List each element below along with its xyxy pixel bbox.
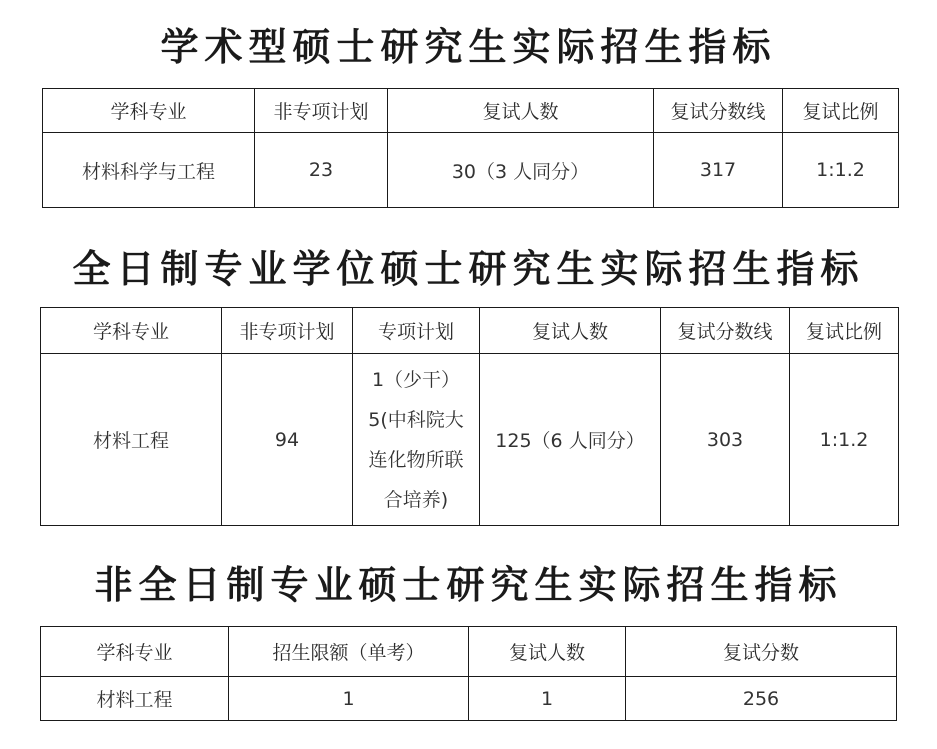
professional-fulltime-quota-table — [40, 307, 899, 526]
cell-subject: 材料工程 — [41, 354, 222, 526]
cell-subject: 材料科学与工程 — [43, 133, 255, 208]
cell-retest-count: 30（3 人同分） — [388, 133, 654, 208]
cell-retest-count: 1 — [469, 677, 626, 721]
section-title-professional-parttime: 非全日制专业硕士研究生实际招生指标 — [94, 563, 843, 607]
cell-special-plan — [353, 354, 480, 526]
section-title-academic: 学术型硕士研究生实际招生指标 — [160, 25, 777, 69]
header-subject: 学科专业 — [41, 627, 229, 677]
table-header-row — [43, 89, 899, 133]
cell-retest-cutoff: 317 — [654, 133, 783, 208]
header-non-special-plan: 非专项计划 — [222, 308, 353, 354]
table-header-row — [41, 627, 897, 677]
table-row — [43, 133, 899, 208]
special-plan-line: 1（少干） — [371, 368, 461, 391]
header-subject: 学科专业 — [43, 89, 255, 133]
header-retest-count: 复试人数 — [480, 308, 661, 354]
header-enrollment-limit: 招生限额（单考） — [229, 627, 469, 677]
header-retest-ratio: 复试比例 — [783, 89, 899, 133]
header-subject: 学科专业 — [41, 308, 222, 354]
cell-non-special-plan: 23 — [255, 133, 388, 208]
cell-enrollment-limit: 1 — [229, 677, 469, 721]
header-non-special-plan: 非专项计划 — [255, 89, 388, 133]
header-retest-ratio: 复试比例 — [790, 308, 899, 354]
table-header-row — [41, 308, 899, 354]
cell-retest-ratio: 1:1.2 — [790, 354, 899, 526]
cell-retest-ratio: 1:1.2 — [783, 133, 899, 208]
cell-subject: 材料工程 — [41, 677, 229, 721]
header-retest-score: 复试分数 — [626, 627, 897, 677]
header-retest-count: 复试人数 — [469, 627, 626, 677]
section-title-professional-fulltime: 全日制专业学位硕士研究生实际招生指标 — [72, 247, 865, 291]
header-special-plan: 专项计划 — [353, 308, 480, 354]
header-retest-cutoff: 复试分数线 — [661, 308, 790, 354]
table-row — [41, 677, 897, 721]
table-row — [41, 354, 899, 526]
professional-parttime-quota-table — [40, 626, 897, 721]
academic-quota-table — [42, 88, 899, 208]
cell-retest-score: 256 — [626, 677, 897, 721]
cell-non-special-plan: 94 — [222, 354, 353, 526]
special-plan-line: 合培养) — [383, 488, 449, 511]
cell-retest-cutoff: 303 — [661, 354, 790, 526]
header-retest-cutoff: 复试分数线 — [654, 89, 783, 133]
special-plan-line: 5(中科院大 — [368, 408, 464, 431]
cell-retest-count: 125（6 人同分） — [480, 354, 661, 526]
header-retest-count: 复试人数 — [388, 89, 654, 133]
special-plan-line: 连化物所联 — [368, 448, 464, 471]
